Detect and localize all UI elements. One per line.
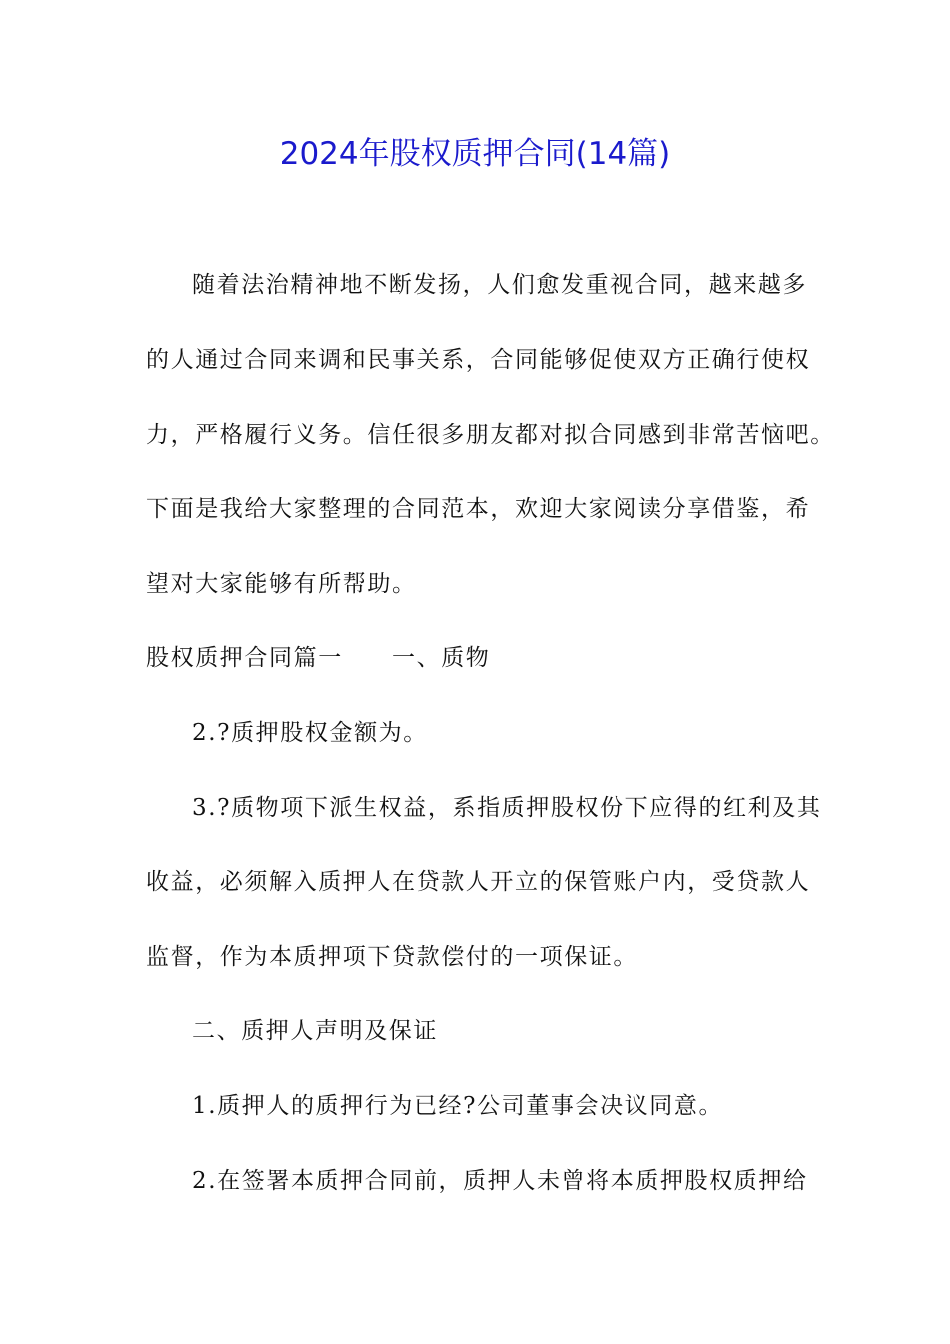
paragraph-line: 力，严格履行义务。信任很多朋友都对拟合同感到非常苦恼吧。 xyxy=(146,422,835,448)
paragraph-line: 的人通过合同来调和民事关系，合同能够促使双方正确行使权 xyxy=(146,347,811,373)
paragraph-line: 监督，作为本质押项下贷款偿付的一项保证。 xyxy=(146,944,638,970)
paragraph-line: 下面是我给大家整理的合同范本，欢迎大家阅读分享借鉴，希 xyxy=(146,496,811,522)
document-title: 2024年股权质押合同(14篇) xyxy=(279,136,671,172)
paragraph-line: 3.?质物项下派生权益，系指质押股权份下应得的红利及其 xyxy=(192,795,822,821)
paragraph-line: 1.质押人的质押行为已经?公司董事会决议同意。 xyxy=(192,1093,724,1119)
section-heading: 股权质押合同篇一 一、质物 xyxy=(146,645,491,671)
paragraph-line: 2.?质押股权金额为。 xyxy=(192,720,428,746)
paragraph-line: 望对大家能够有所帮助。 xyxy=(146,571,417,597)
paragraph-line: 随着法治精神地不断发扬，人们愈发重视合同，越来越多 xyxy=(192,272,807,298)
section-heading: 二、质押人声明及保证 xyxy=(192,1018,438,1044)
paragraph-line: 2.在签署本质押合同前，质押人未曾将本质押股权质押给 xyxy=(192,1168,808,1194)
paragraph-line: 收益，必须解入质押人在贷款人开立的保管账户内，受贷款人 xyxy=(146,869,811,895)
